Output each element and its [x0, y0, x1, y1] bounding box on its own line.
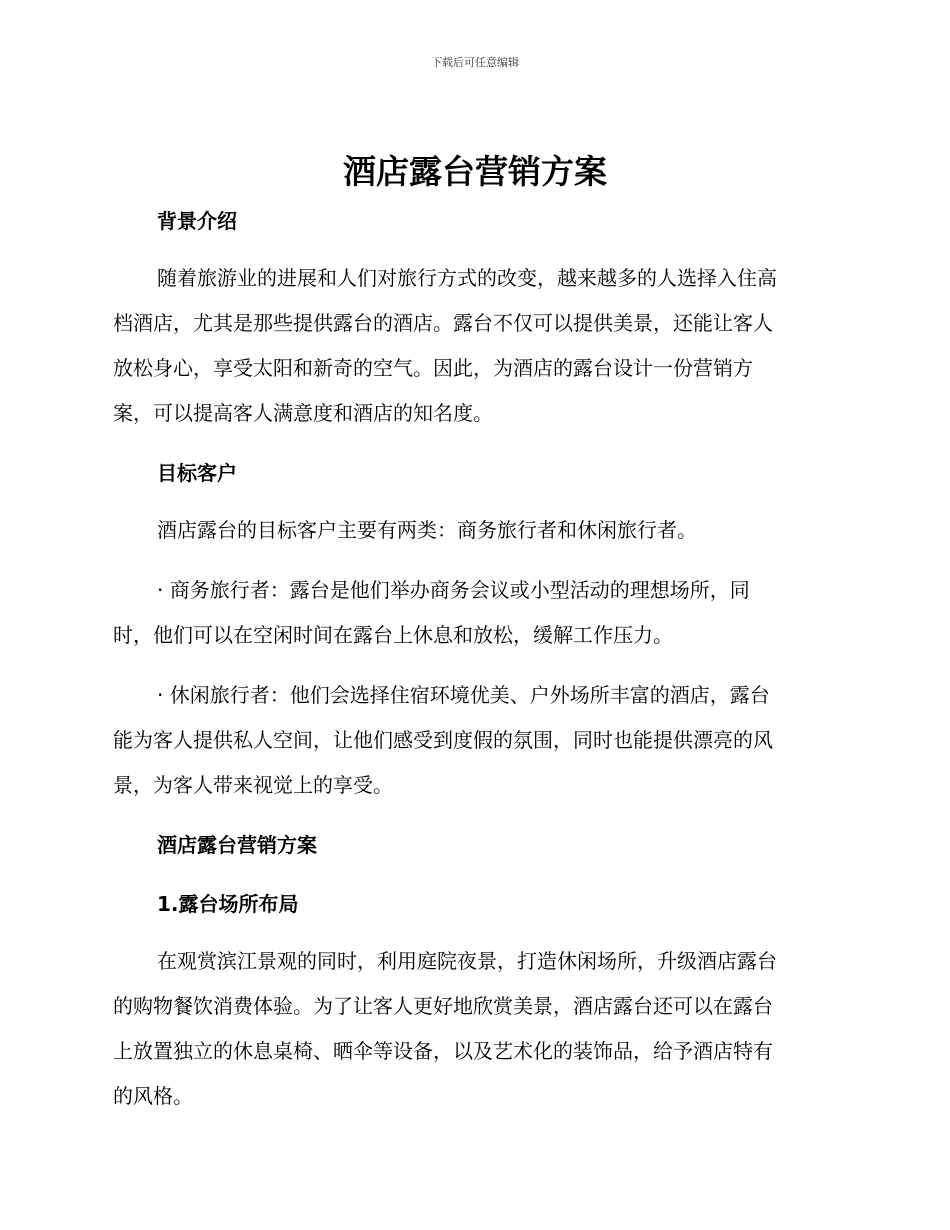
marketing-plan-heading: 酒店露台营销方案: [157, 833, 317, 857]
section-1-heading: 1.露台场所布局: [157, 892, 299, 916]
paragraph-line: 能为客人提供私人空间，让他们感受到度假的氛围，同时也能提供漂亮的风: [113, 728, 773, 752]
paragraph-line: 在观赏滨江景观的同时，利用庭院夜景，打造休闲场所，升级酒店露台: [157, 949, 777, 973]
section-1-paragraph: [113, 939, 833, 1119]
paragraph-line: 随着旅游业的进展和人们对旅行方式的改变，越来越多的人选择入住高: [157, 266, 777, 290]
background-paragraph: [113, 256, 833, 436]
spacer: [113, 495, 833, 508]
spacer: [113, 436, 833, 451]
header-note: 下载后可任意编辑: [431, 56, 519, 69]
target-intro-paragraph: [113, 508, 833, 553]
document-title: 酒店露台营销方案: [343, 152, 607, 191]
spacer: [113, 658, 833, 673]
paragraph-line: 时，他们可以在空闲时间在露台上休息和放松，缓解工作压力。: [113, 623, 673, 647]
spacer: [113, 867, 833, 882]
paragraph-line: 上放置独立的休息桌椅、晒伞等设备，以及艺术化的装饰品，给予酒店特有: [113, 1039, 773, 1063]
paragraph-line: 档酒店，尤其是那些提供露台的酒店。露台不仅可以提供美景，还能让客人: [113, 311, 773, 335]
background-heading: 背景介绍: [157, 209, 237, 233]
business-travelers-paragraph: [113, 568, 833, 658]
document-body: [113, 199, 833, 1119]
spacer: [113, 926, 833, 939]
spacer: [113, 553, 833, 568]
spacer: [113, 808, 833, 823]
paragraph-line: · 商务旅行者：露台是他们举办商务会议或小型活动的理想场所，同: [157, 578, 750, 602]
spacer: [113, 243, 833, 256]
paragraph-line: 放松身心，享受太阳和新奇的空气。因此，为酒店的露台设计一份营销方: [113, 356, 753, 380]
paragraph-line: · 休闲旅行者：他们会选择住宿环境优美、户外场所丰富的酒店，露台: [157, 683, 770, 707]
paragraph-line: 的购物餐饮消费体验。为了让客人更好地欣赏美景，酒店露台还可以在露台: [113, 994, 773, 1018]
leisure-travelers-paragraph: [113, 673, 833, 808]
paragraph-line: 酒店露台的目标客户主要有两类：商务旅行者和休闲旅行者。: [157, 518, 697, 542]
paragraph-line: 的风格。: [113, 1084, 193, 1108]
paragraph-line: 案，可以提高客人满意度和酒店的知名度。: [113, 401, 493, 425]
paragraph-line: 景，为客人带来视觉上的享受。: [113, 773, 393, 797]
target-customers-heading: 目标客户: [157, 461, 237, 485]
